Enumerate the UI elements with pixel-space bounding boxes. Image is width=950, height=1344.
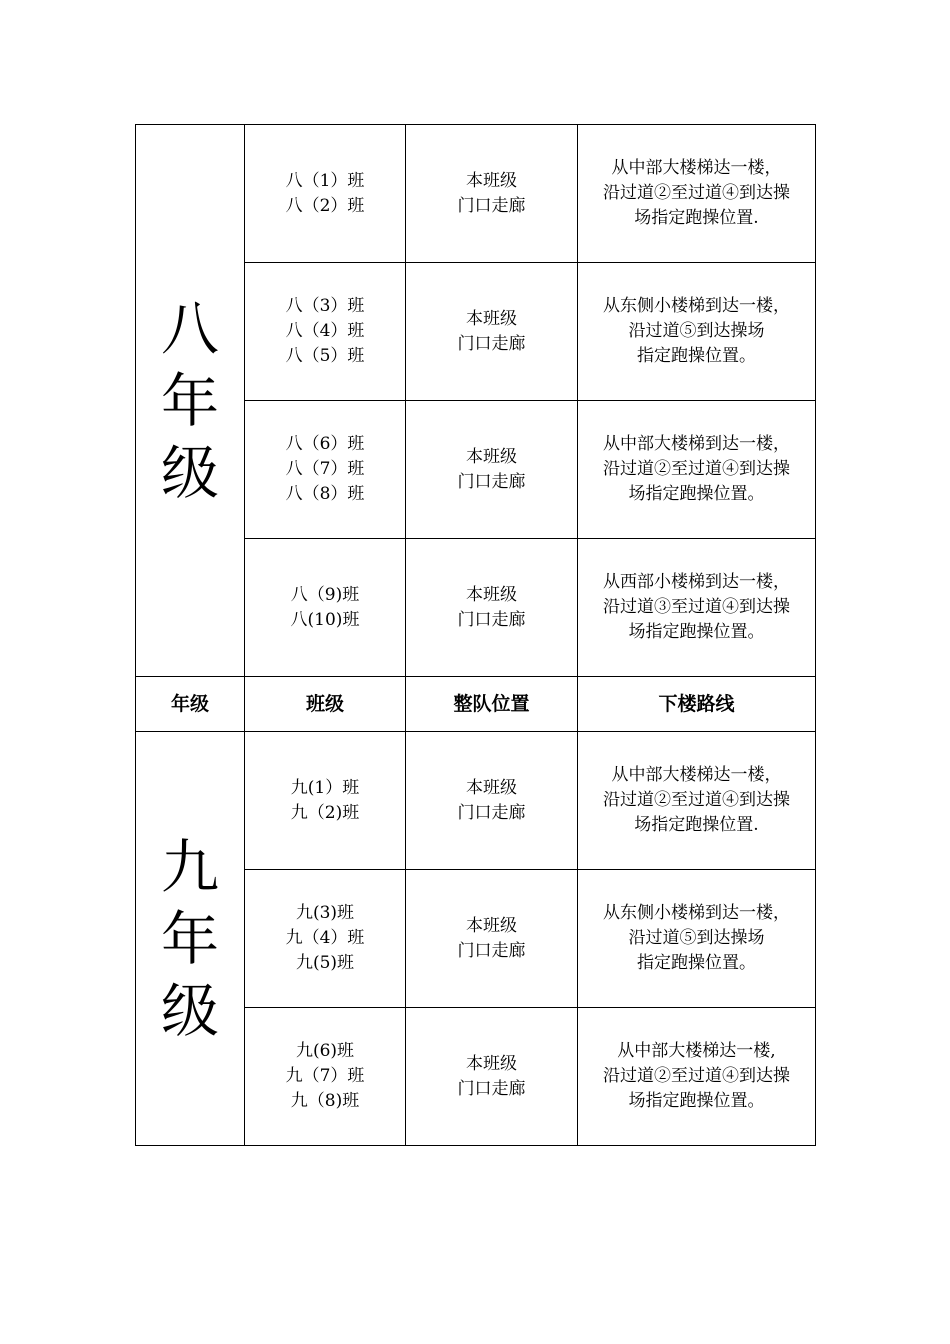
header-route: 下楼路线 (578, 677, 816, 732)
header-assembly: 整队位置 (406, 677, 578, 732)
assembly-route-table (135, 124, 816, 1146)
table-header-row (136, 677, 816, 732)
class-cell: 九(3)班 九（4）班 九(5)班 (245, 870, 406, 1008)
route-cell: 从东侧小楼梯到达一楼， 沿过道⑤到达操场 指定跑操位置。 (578, 263, 816, 401)
class-cell: 八（1）班 八（2）班 (245, 125, 406, 263)
location-cell: 本班级 门口走廊 (406, 1008, 578, 1146)
route-cell: 从中部大楼梯达一楼, 沿过道②至过道④到达操 场指定跑操位置。 (578, 1008, 816, 1146)
route-cell: 从西部小楼梯到达一楼， 沿过道③至过道④到达操 场指定跑操位置。 (578, 539, 816, 677)
grade9-label-cell (136, 732, 245, 1146)
table-row (136, 125, 816, 263)
class-cell: 九(1）班 九（2)班 (245, 732, 406, 870)
location-cell: 本班级 门口走廊 (406, 263, 578, 401)
grade8-label: 八 年 级 (160, 294, 219, 507)
route-cell: 从东侧小楼梯到达一楼， 沿过道⑤到达操场 指定跑操位置。 (578, 870, 816, 1008)
class-cell: 八（6）班 八（7）班 八（8）班 (245, 401, 406, 539)
class-cell: 八（9)班 八(10)班 (245, 539, 406, 677)
header-class: 班级 (245, 677, 406, 732)
route-cell: 从中部大楼梯达一楼， 沿过道②至过道④到达操 场指定跑操位置. (578, 125, 816, 263)
route-cell: 从中部大楼梯到达一楼， 沿过道②至过道④到达操 场指定跑操位置。 (578, 401, 816, 539)
location-cell: 本班级 门口走廊 (406, 539, 578, 677)
grade8-label-cell (136, 125, 245, 677)
location-cell: 本班级 门口走廊 (406, 732, 578, 870)
route-cell: 从中部大楼梯达一楼， 沿过道②至过道④到达操 场指定跑操位置. (578, 732, 816, 870)
location-cell: 本班级 门口走廊 (406, 870, 578, 1008)
class-cell: 九(6)班 九（7）班 九（8)班 (245, 1008, 406, 1146)
location-cell: 本班级 门口走廊 (406, 401, 578, 539)
grade9-label: 九 年 级 (160, 832, 219, 1045)
table-row (136, 732, 816, 870)
class-cell: 八（3）班 八（4）班 八（5）班 (245, 263, 406, 401)
location-cell: 本班级 门口走廊 (406, 125, 578, 263)
header-grade: 年级 (136, 677, 245, 732)
